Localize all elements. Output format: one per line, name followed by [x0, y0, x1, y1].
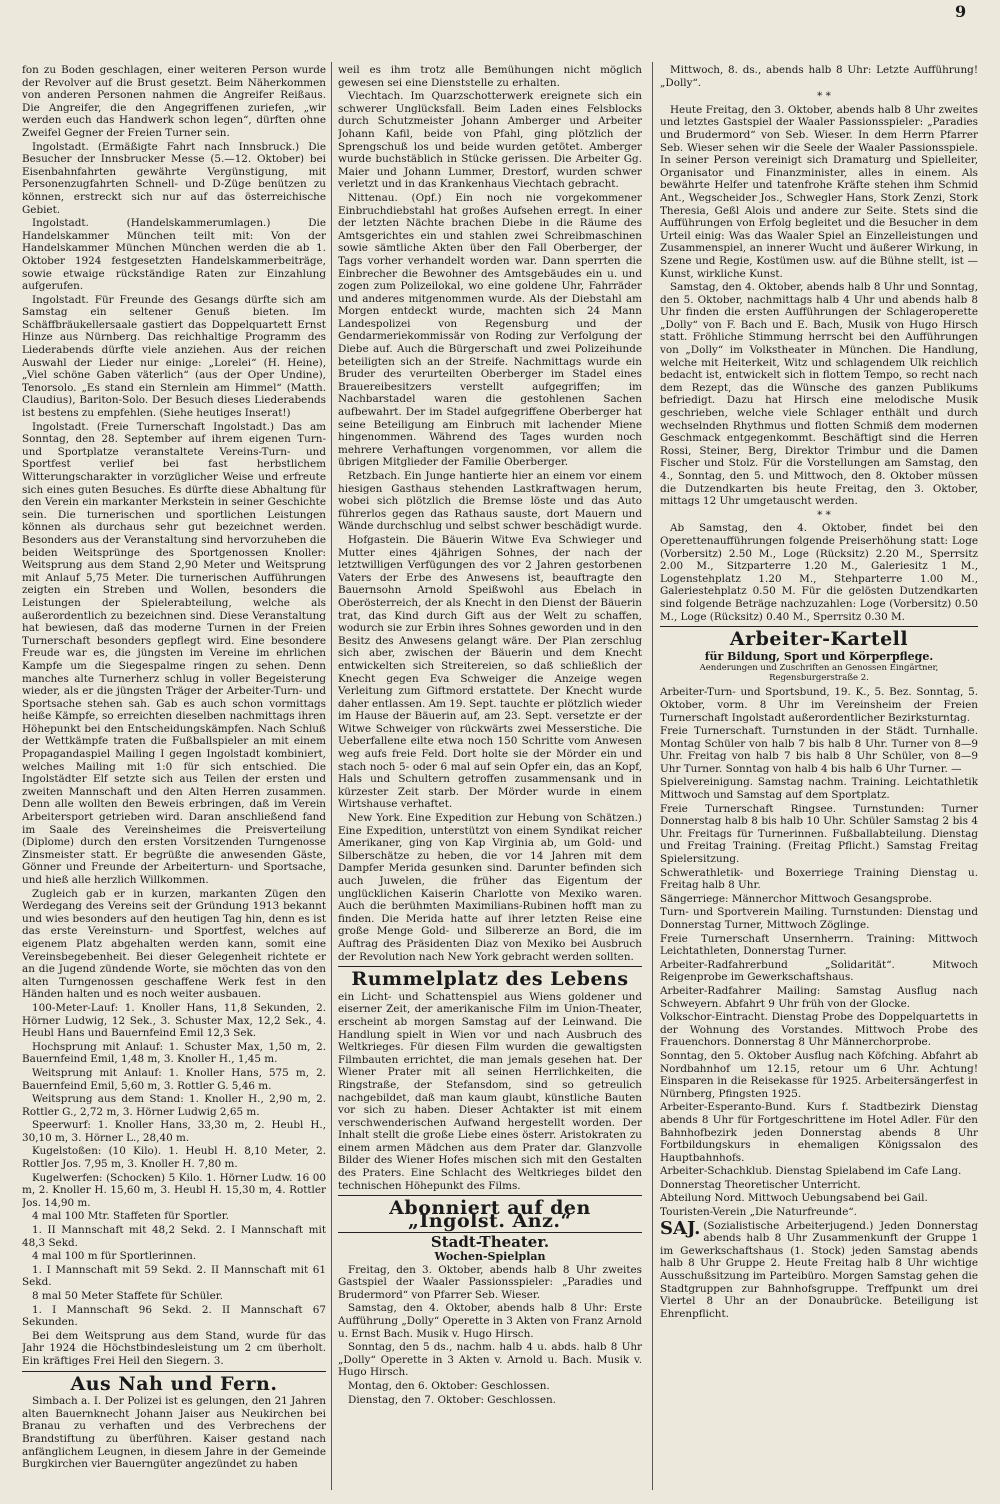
- article-paragraph: New York. Eine Expedition zur Hebung von Schätzen.) Eine Expedition, unterstützt von einem Syndikat reicher Amerikaner, ging von Kap Virginia ab, um Gold- und Silberschätze zu heben, die vor 14 Jahren mit dem Dampfer Merida gesunken sind. Darunter befinden sich auch Juwelen, die früher das Eigentum der unglücklichen Kaiserin Charlotte von Mexiko waren. Auch die berühmten Maximilians-Rubinen hofft man zu finden. Die Merida hatte auf ihrer letzten Reise eine große Menge Gold- und Silbererze an Bord, die im Auftrag des Präsidenten Diaz von Mexiko bei Ausbruch der Revolution nach New York gebracht werden sollten.: [338, 812, 642, 963]
- schedule-item: Sonntag, den 5 ds., nachm. halb 4 u. abds. halb 8 Uhr „Dolly“ Operette in 3 Akten v. Arnold u. Bach. Musik v. Hugo Hirsch.: [338, 1341, 642, 1379]
- article-paragraph: Hofgastein. Die Bäuerin Witwe Eva Schwieger und Mutter eines 4jährigen Sohnes, der nach der letztwilligen Verfügungen des vor 2 Jahren gestorbenen Vaters der Erbe des Anwesens ist, beauftragte den Bauernsohn Arnold Speißwohl aus Ebelach in Oberösterreich, der als Knecht in den Dienst der Bäuerin trat, das Kind durch Gift aus der Welt zu schaffen, wodurch sie zur Erbin ihres Sohnes geworden und in den Besitz des Anwesens gelangt wäre. Der Plan zerschlug sich aber, zwischen der Bäuerin und dem Knecht entwickelten sich Streitereien, so daß schließlich der Knecht gegen Eva Schweiger die Anzeige wegen Verleitung zum Giftmord erstattete. Der Knecht wurde daher entlassen. Am 19. Sept. tauchte er plötzlich wieder im Hause der Bäuerin auf, am 23. Sept. versetzte er der Witwe Schweiger von rückwärts zwei Messerstiche. Die Ueberfallene eilte etwa noch 150 Schritte vom Anwesen weg aufs freie Feld. Dort holte sie der Mörder ein und stach noch 5- oder 6 mal auf sein Opfer ein, das an Kopf, Hals und Schultern getroffen zusammensank und in kürzester Zeit starb. Der Mörder wurde in einem Wirtshause verhaftet.: [338, 533, 642, 811]
- schedule-item: Samstag, den 4. Oktober, abends halb 8 Uhr: Erste Aufführung „Dolly“ Operette in 3 Akten von Franz Arnold u. Ernst Bach. Musik v. Hugo Hirsch.: [338, 1302, 642, 1340]
- article-paragraph: Samstag, den 4. Oktober, abends halb 8 Uhr und Sonntag, den 5. Oktober, nachmittags halb 4 Uhr und abends halb 8 Uhr finden die ersten Aufführungen der Schlageroperette „Dolly“ von F. Bach und E. Bach, Musik von Hugo Hirsch statt. Fröhliche Stimmung herrscht bei den Aufführungen von „Dolly“ im Volkstheater in München. Die Handlung, welche mit Heiterkeit, Witz und schlagendem Ulk reichlich bedacht ist, entwickelt sich in flottem Tempo, so recht nach dem Rezept, das die Wünsche des ganzen Publikums befriedigt. Dazu hat Hirsch eine melodische Musik geschrieben, welche viele Schlager enthält und durch wechselnden Rhythmus und flotten Schmiß dem modernen Geschmack entgegenkommt. Beschäftigt sind die Herren Rossi, Steiner, Berg, Direktor Trimbur und die Damen Fischer und Stolz. Für die Vorstellungen am Samstag, den 4., Sonntag, den 5. und Mittwoch, den 8. Oktober müssen die Dutzendkarten bis heute Freitag, den 3. Oktober, mittags 12 Uhr umgetauscht werden.: [660, 281, 978, 508]
- club-notice: Freie Turnerschaft Unsernherrn. Training: Mittwoch Leichtathleten, Donnerstag Turner.: [660, 932, 978, 958]
- club-notice: Arbeiter-Esperanto-Bund. Kurs f. Stadtbezirk Dienstag abends 8 Uhr für Fortgeschrittene im Hotel Adler. Für den Bahnhofbezirk jeden Donnerstag abends 8 Uhr Fortbildungskurs in ehemaligen Königssalon des Hauptbahnhofs.: [660, 1101, 978, 1164]
- club-notice: Freie Turnerschaft. Turnstunden in der Städt. Turnhalle. Montag Schüler von halb 7 bis halb 8 Uhr. Turner von 8—9 Uhr. Freitag von halb 7 bis halb 8 Uhr Schüler, von 8—9 Uhr Turner. Sonntag von halb 4 bis halb 6 Uhr Turner. —: [660, 725, 978, 775]
- separator-stars: * *: [817, 508, 831, 521]
- article-paragraph: Ab Samstag, den 4. Oktober, findet bei den Operettenaufführungen folgende Preiserhöhung statt: Loge (Vorbersitz) 2.50 M., Loge (Rücksitz) 2.20 M., Sperrsitz 2.00 M., Sitzparterre 1.20 M., Galeriesitz 1 M., Logenstehplatz 1.20 M., Stehparterre 1.00 M., Galeriestehplatz 0.50 M. Für die gelösten Dutzendkarten sind folgende Beträge nachzuzahlen: Loge (Vorbersitz) 0.50 M., Loge (Rücksitz) 0.40 M., Sperrsitz 0.30 M.: [660, 522, 978, 623]
- result-line: 4 mal 100 Mtr. Staffeten für Sportler.: [32, 1210, 229, 1223]
- section-heading: Rummelplatz des Lebens: [351, 968, 629, 991]
- section-subheading: für Bildung, Sport und Körperpflege.: [704, 649, 934, 663]
- result-line: 1. I Mannschaft 96 Sekd. 2. II Mannschaft 67 Sekunden.: [22, 1303, 326, 1329]
- club-notice: Volkschor-Eintracht. Dienstag Probe des Doppelquartetts in der Wohnung des Vorstandes. Mittwoch Probe des Frauenchors. Donnerstag 8 Uhr Männerchorprobe.: [660, 1011, 978, 1049]
- article-paragraph: Ingolstadt. Für Freunde des Gesangs dürfte sich am Samstag ein seltener Genuß bieten. Im Schäffbräukellersaale gastiert das Doppelquartett Ernst Hinze aus Nürnberg. Das reichhaltige Programm des Liederabends dürfte viele anziehen. Aus der reichen Auswahl der Lieder nur einige: „Lorelei“ (H. Heine), „Viel schöne Gaben väterlich“ (aus der Oper Undine), Tenorsolo. „Es stand ein Sternlein am Himmel“ (Matth. Claudius), Bariton-Solo. Der Besuch dieses Liederabends ist bestens zu empfehlen. (Siehe heutiges Inserat!): [22, 293, 326, 420]
- article-paragraph: Mittwoch, 8. ds., abends halb 8 Uhr: Letzte Aufführung! „Dolly“.: [660, 64, 978, 89]
- article-paragraph: fon zu Boden geschlagen, einer weiteren Person wurde der Revolver auf die Brust gesetzt. Beim Näherkommen von anderen Personen nahmen die Angreifer Reißaus. Die Angreifer, die den Angegriffenen zuriefen, „wir werden euch das Handwerk schon legen“, dürften ohne Zweifel Gegner der Freien Turner sein.: [22, 64, 326, 139]
- result-line: 1. I Mannschaft mit 59 Sekd. 2. II Mannschaft mit 61 Sekd.: [22, 1263, 326, 1289]
- article-paragraph: Ingolstadt. (Ermäßigte Fahrt nach Innsbruck.) Die Besucher der Innsbrucker Messe (5.—12. Oktober) bei Eisenbahnfahrten gewährte Vergünstigung, mit Personenzugfahrten Schnell- und D-Züge benützen zu können, erstreckt sich nur auf das österreichische Gebiet.: [22, 140, 326, 216]
- club-notice: Turn- und Sportverein Mailing. Turnstunden: Dienstag und Donnerstag Turner, Mittwoch Zöglinge.: [660, 906, 978, 931]
- article-paragraph: Ingolstadt. (Handelskammerumlagen.) Die Handelskammer München teilt mit: Von der Handelskammer München München werden die ab 1. Oktober 1924 festgesetzten Handelskammerbeiträge, sowie etwaige rückständige Raten zur Einzahlung aufgerufen.: [22, 217, 326, 293]
- column-left: [22, 64, 326, 1490]
- result-line: Kugelwerfen: (Schocken) 5 Kilo. 1. Hörner Ludw. 16 00 m, 2. Knoller H. 15,60 m, 3. Heubl H. 15,30 m, 4. Rottler Jos. 14,90 m.: [22, 1171, 326, 1209]
- schedule-item: Montag, den 6. Oktober: Geschlossen.: [348, 1379, 550, 1392]
- column-right: [660, 64, 978, 1490]
- article-paragraph: Viechtach. Im Quarzschotterwerk ereignete sich ein schwerer Unglücksfall. Beim Laden eines Felsblocks durch Schutzmeister Johann Amberger und Arbeiter Johann Kafil, beide von Pfahl, ging plötzlich der Sprengschuß los und beide wurden getötet. Amberger wurde buchstäblich in Stücke gerissen. Die Arbeiter Gg. Maier und Johann Lummer, Drestorf, wurden schwer verletzt und in das Krankenhaus Viechtach gebracht.: [338, 90, 642, 191]
- schedule-item: Dienstag, den 7. Oktober: Geschlossen.: [348, 1393, 556, 1406]
- club-notice: Arbeiter-Schachklub. Dienstag Spielabend im Cafe Lang.: [660, 1165, 962, 1178]
- divider: [22, 1371, 326, 1372]
- section-note: Aenderungen und Zuschriften an Genossen Eingärtner, Regensburgerstraße 2.: [699, 663, 939, 684]
- club-notice: Touristen-Verein „Die Naturfreunde“.: [660, 1206, 857, 1219]
- result-line: 100-Meter-Lauf: 1. Knoller Hans, 11,8 Sekunden, 2. Hörner Ludwig, 12 Sek., 3. Schuster Max, 12,2 Sek., 4. Heubl Hans und Bauernfeind Emil 12,3 Sek.: [22, 1001, 326, 1040]
- club-notice: Schwerathletik- und Boxerriege Training Dienstag u. Freitag halb 8 Uhr.: [660, 866, 978, 892]
- theater-title: Stadt-Theater.: [430, 1233, 550, 1252]
- section-heading: Aus Nah und Fern.: [70, 1372, 278, 1395]
- club-notice: Arbeiter-Radfahrer Mailing: Samstag Ausflug nach Schweyern. Abfahrt 9 Uhr früh von der Glocke.: [660, 984, 978, 1010]
- column-rule-2: [652, 62, 653, 1490]
- article-paragraph: Simbach a. I. Der Polizei ist es gelungen, den 21 Jahren alten Bauernknecht Johann Jaiser aus Neukirchen bei Branau zu verhaften und des Verbrechens der Brandstiftung zu überführen. Kaiser gestand nach anfänglichem Leugnen, in diesem Jahre in der Gemeinde Burgkirchen vier Bauerngüter angezündet zu haben: [22, 1395, 326, 1471]
- result-line: Weitsprung aus dem Stand: 1. Knoller H., 2,90 m, 2. Rottler G., 2,72 m, 3. Hörner Ludwig 2,65 m.: [22, 1093, 326, 1118]
- divider: [660, 626, 978, 627]
- saj-notice: [660, 1217, 978, 1321]
- article-paragraph: Ingolstadt. (Freie Turnerschaft Ingolstadt.) Das am Sonntag, den 28. September auf ihrem eigenen Turn- und Sportplatze veranstaltete Vereins-Turn- und Sportfest verlief bei fast herbstlichem Witterungscharakter in vorzüglicher Weise und erfreute sich eines guten Besuches. Es dürfte diese Abhaltung für den Verein ein markanter Merkstein in seiner Geschichte sein. Die turnerischen und sportlichen Leistungen können als durchaus sehr gut bezeichnet werden. Besonders aus der Veranstaltung sind hervorzuheben die beiden Weitsprünge des Sportgenossen Knoller: Weitsprung aus dem Stand 2,90 Meter und Weitsprung mit Anlauf 5,75 Meter. Die turnerischen Aufführungen zeigten ein Streben und Wollen, besonders die Leistungen der Spielerabteilung, welche als außerordentlich zu bezeichnen sind. Diese Veranstaltung hat bewiesen, daß das moderne Turnen in der Freien Turnerschaft besonders gepflegt wird. Eine besondere Freude war es, die jüngsten im Vereine im ehrlichen Kampfe um die Siegespalme ringen zu sehen. Denn manches alte Turnerherz schlug in voller Begeisterung wieder, als er die jüngsten Träger der Arbeiter-Turn- und Sportsache stehen sah. Gab es auch schon vormittags heiße Kämpfe, so erreichten dieselben nachmittags ihren Höhepunkt bei den Entscheidungskämpfen. Nach Schluß der Wettkämpfe traten die Fußballspieler an mit einem Propagandaspiel Mailing I gegen Ingolstadt kombiniert, welches Mailing mit 1:0 für sich entschied. Die Ingolstädter Elf setzte sich aus Teilen der ersten und zweiten Mannschaft und den Alten Herren zusammen. Denn alle wollten den Beweis erbringen, daß im Verein Arbeitersport getrieben wird. Daran anschließend fand im Saale des Vereinsheimes die Preisverteilung (Diplome) durch den ersten Vorsitzenden Turngenosse Zinsmeister statt. Er begrüßte die anwesenden Gäste, Gönner und Freunde der Arbeiterturn- und Sportsache, und hieß alle herzlich Willkommen.: [22, 420, 326, 886]
- club-notice: Sängerriege: Männerchor Mittwoch Gesangsprobe.: [660, 892, 933, 905]
- club-notice: Abteilung Nord. Mittwoch Uebungsabend bei Gail.: [660, 1192, 928, 1205]
- advert-heading: Abonniert auf den „Ingolst. Anz.“: [389, 1197, 591, 1232]
- club-notice: Arbeiter-Turn- und Sportsbund, 19. K., 5. Bez. Sonntag, 5. Oktober, vorm. 8 Uhr im Vereinsheim der Freien Turnerschaft Ingolstadt außerordentlicher Bezirksturntag.: [660, 686, 978, 724]
- result-line: Kugelstoßen: (10 Kilo). 1. Heubl H. 8,10 Meter, 2. Rottler Jos. 7,95 m, 3. Knoller H. 7,80 m.: [22, 1145, 326, 1171]
- page-number: 9: [955, 2, 967, 21]
- club-notice: Donnerstag Theoretischer Unterricht.: [660, 1178, 861, 1191]
- article-paragraph: Heute Freitag, den 3. Oktober, abends halb 8 Uhr zweites und letztes Gastspiel der Waaler Passionsspieler: „Paradies und Brudermord“ von Seb. Wieser. In dem Herrn Pfarrer Seb. Wieser sehen wir die Seele der Waaler Passionsspiele. In seiner Person vereinigt sich Dramaturg und Spielleiter, Organisator und Finanzminister, alles in einem. Als bewährte Helfer und tatenfrohe Kräfte stehen ihm Schmid Ant., Wegscheider Jos., Schwegler Hans, Stork Zenzi, Stork Theresia, Geßl Alois und andere zur Seite. Stets sind die Aufführungen von Erfolg begleitet und die Besucher in dem Urteil einig: Was das Waaler Spiel an Einzelleistungen und Zusammenspiel, an innerer Wucht und äußerer Wirkung, in Szene und Regie, Kostümen usw. auf die Bühne stellt, ist — Kunst, wirkliche Kunst.: [660, 103, 978, 280]
- divider: [338, 966, 642, 967]
- saj-text: (Sozialistische Arbeiterjugend.) Jeden Donnerstag abends halb 8 Uhr Zusammenkunft der Gruppe 1 im Gewerkschaftshaus (1. Stock) jeden Samstag abends halb 8 Uhr Gruppe 2. Heute Freitag halb 8 Uhr wichtige Ausschußsitzung im Parteibüro. Morgen Samstag gehen die Stadtgruppen zur Bahnhofsgruppe. Treffpunkt um drei Viertel 8 Uhr an der Donaubrücke. Beteiligung ist Ehrenpflicht.: [660, 1219, 978, 1320]
- divider: [338, 1195, 642, 1196]
- result-line: 1. II Mannschaft mit 48,2 Sekd. 2. I Mannschaft mit 48,3 Sekd.: [22, 1224, 326, 1249]
- saj-mark: SAJ.: [660, 1217, 701, 1239]
- result-line: Hochsprung mit Anlauf: 1. Schuster Max, 1,50 m, 2. Bauernfeind Emil, 1,48 m, 3. Knoller H., 1,45 m.: [22, 1040, 326, 1066]
- article-paragraph: Retzbach. Ein Junge hantierte hier an einem vor einem hiesigen Gasthaus stehenden Lastkraftwagen herum, wobei sich plötzlich die Bremse löste und das Auto führerlos gegen das Rathaus sauste, dort Mauern und Wände durchschlug und selbst schwer beschädigt wurde.: [338, 470, 642, 533]
- column-middle: [338, 64, 642, 1490]
- club-notice: Arbeiter-Radfahrerbund „Solidarität“. Mitwoch Reigenprobe im Gewerkschaftshaus.: [660, 958, 978, 984]
- result-line: 8 mal 50 Meter Staffete für Schüler.: [32, 1290, 223, 1302]
- article-paragraph: weil es ihm trotz alle Bemühungen nicht möglich gewesen sei eine Dienststelle zu erhalten.: [338, 64, 642, 89]
- article-paragraph: Nittenau. (Opf.) Ein noch nie vorgekommener Einbruchdiebstahl hat großes Aufsehen erregt. In einer der letzten Nächte brachen Diebe in die Räume des Amtsgerichtes ein und stahlen zwei Schreibmaschinen sowie sämtliche Akten über den Fall Oberberger, der Tags vorher verhandelt worden war. Dann sperrten die Einbrecher die Bewohner des Amtsgebäudes ein u. und zogen zum Polizeilokal, wo eine goldene Uhr, Fahrräder und anderes mitgenommen wurde. Als der Diebstahl am Morgen entdeckt wurde, machten sich 24 Mann Landespolizei von Regensburg und der Gendarmeriekommissär von Roding zur Verfolgung der Diebe auf. Auch die Bürgerschaft und zwei Polizeihunde beteiligten sich an der Streife. Nachmittags wurde ein Bruder des verurteilten Oberberger im Stadel eines Brauereibesitzers verstellt aufgegriffen; im Nachbarstadel waren die gestohlenen Sachen aufbewahrt. Der im Stadel aufgegriffene Oberberger hat seine Beteiligung am Einbruch mit lachender Miene hingenommen. Während des Tages wurden noch mehrere Verhaftungen vorgenommen, vor allem die übrigen Mitglieder der Familie Oberberger.: [338, 191, 642, 469]
- result-line: 4 mal 100 m für Sportlerinnen.: [32, 1250, 197, 1263]
- club-notice: Spielvereinigung. Samstag nachm. Training. Leichtathletik Mittwoch und Samstag auf dem Sportplatz.: [660, 776, 978, 802]
- article-paragraph: ein Licht- und Schattenspiel aus Wiens goldener und eiserner Zeit, der amerikanische Film im Union-Theater, erscheint ab morgen Samstag auf der Leinwand. Die Handlung spielt in Wien vor und nach Ausbruch des Weltkrieges. Für diesen Film wurden die gewaltigsten Filmbauten errichtet, die man jemals gesehen hat. Der Wiener Prater mit all seinen Herrlichkeiten, die Ringstraße, der Stefansdom, sind so getreulich nachgebildet, daß man kaum glaubt, künstliche Bauten vor sich zu haben. Dieser Achtakter ist mit einem verschwenderischen Aufwand hergestellt worden. Der Inhalt stellt die große Liebe eines österr. Aristokraten zu einem armen Mädchen aus dem Prater dar. Glanzvolle Bilder des Wiener Hofes mischen sich mit den Gestalten des Praters. Eine Schlacht des Weltkrieges bildet den technischen Höhepunkt des Films.: [338, 990, 642, 1192]
- theater-subtitle: Wochen-Spielplan: [434, 1250, 546, 1264]
- result-line: Weitsprung mit Anlauf: 1. Knoller Hans, 575 m, 2. Bauernfeind Emil, 5,60 m, 3. Rottler G. 5,46 m.: [22, 1066, 326, 1092]
- result-line: Speerwurf: 1. Knoller Hans, 33,30 m, 2. Heubl H., 30,10 m, 3. Hörner L., 28,40 m.: [22, 1119, 326, 1144]
- club-notice: Freie Turnerschaft Ringsee. Turnstunden: Turner Donnerstag halb 8 bis halb 10 Uhr. Schüler Samstag 2 bis 4 Uhr. Freitags für Turnerinnen. Fußballabteilung. Dienstag und Freitag Training. (Freitag Pflicht.) Samstag Freitag Spielersitzung.: [660, 802, 978, 866]
- club-notice: Sonntag, den 5. Oktober Ausflug nach Köfching. Abfahrt ab Nordbahnhof um 12.15, retour um 6 Uhr. Achtung! Einsparen in die Reisekasse für 1925. Arbeitersängerfest in Nürnberg, Pfingsten 1925.: [660, 1049, 978, 1100]
- column-rule-1: [331, 62, 332, 1490]
- separator-stars: * *: [817, 90, 831, 103]
- section-heading: Arbeiter-Kartell: [729, 628, 909, 651]
- article-paragraph: Bei dem Weitsprung aus dem Stand, wurde für das Jahr 1924 die Höchstbindesleistung um 2 cm überholt. Ein kräftiges Frei Heil den Siegern. 3.: [22, 1329, 326, 1367]
- article-paragraph: Zugleich gab er in kurzen, markanten Zügen den Werdegang des Vereins seit der Gründung 1913 bekannt und wies besonders auf den heutigen Tag hin, denn es ist das erste Vereinsturn- und Sportfest, welches auf eigenem Platz abgehalten werden kann, somit eine Vereinsbegebenheit. Bei dieser Gelegenheit richtete er an die Jugend zündende Worte, sie möchten das von den alten Turngenossen geschaffene Werk fest in den Händen halten und es noch weiter ausbauen.: [22, 887, 326, 1001]
- schedule-item: Freitag, den 3. Oktober, abends halb 8 Uhr zweites Gastspiel der Waaler Passionsspieler: „Paradies und Brudermord“ von Pfarrer Seb. Wieser.: [338, 1263, 642, 1301]
